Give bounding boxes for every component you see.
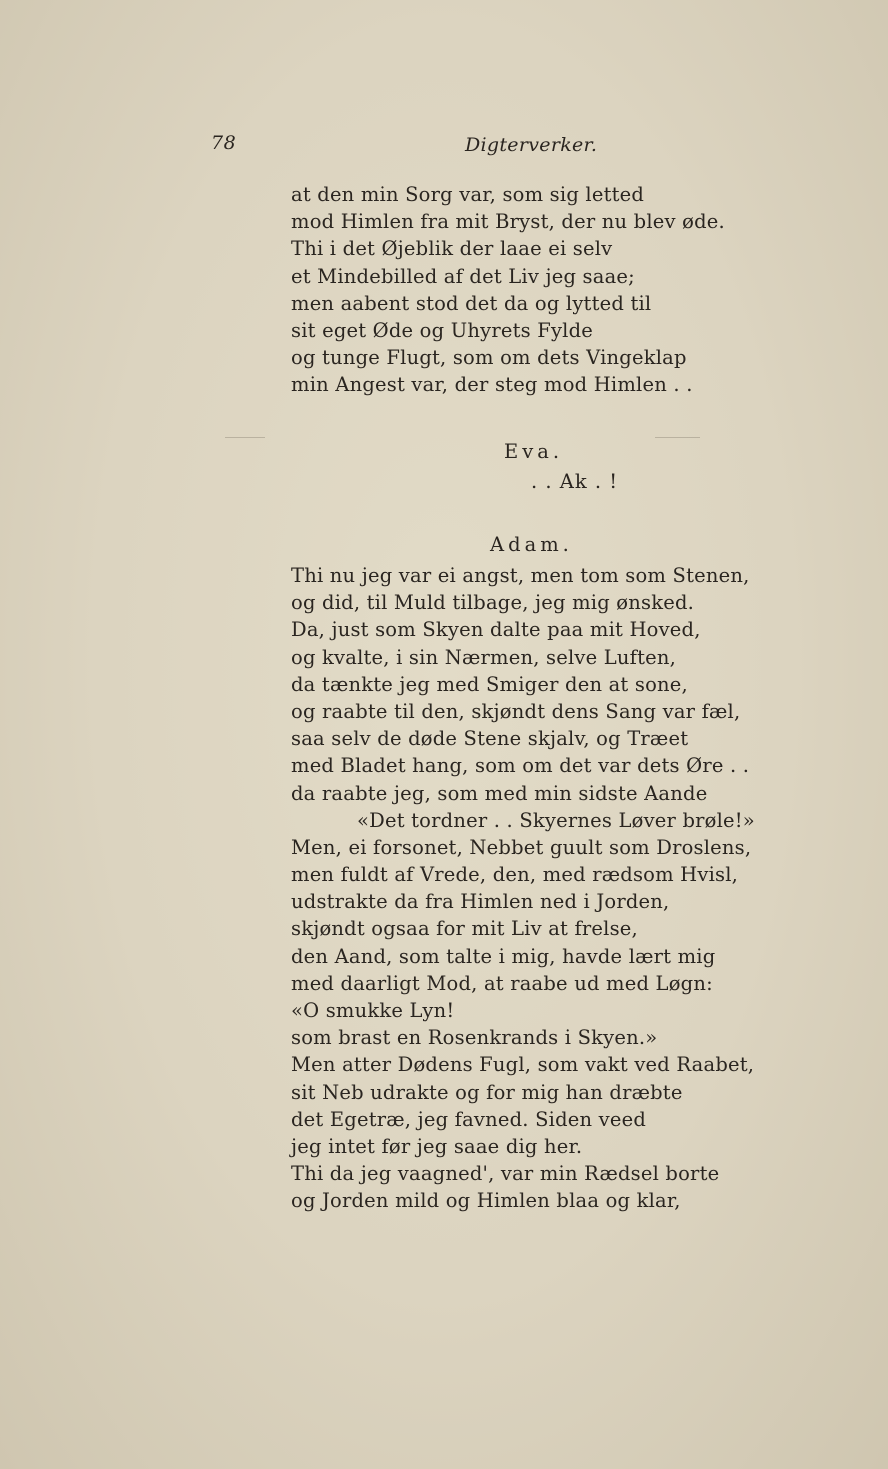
verse-line: da raabte jeg, som med min sidste Aande bbox=[291, 781, 708, 805]
verse-line: et Mindebilled af det Liv jeg saae; bbox=[291, 264, 635, 288]
verse-line: Thi da jeg vaagned', var min Rædsel borte bbox=[291, 1162, 720, 1186]
verse-line: og did, til Muld tilbage, jeg mig ønsked. bbox=[291, 591, 695, 615]
page-header bbox=[0, 132, 888, 162]
verse-line: mod Himlen fra mit Bryst, der nu blev øde. bbox=[291, 210, 725, 234]
verse-line: udstrakte da fra Himlen ned i Jorden, bbox=[291, 890, 670, 914]
verse-line: jeg intet før jeg saae dig her. bbox=[291, 1134, 583, 1158]
verse-line: da tænkte jeg med Smiger den at sone, bbox=[291, 672, 688, 696]
verse-line: Thi nu jeg var ei angst, men tom som Stenen, bbox=[291, 564, 750, 587]
running-title: Digterverker. bbox=[465, 134, 598, 156]
verse-line: skjøndt ogsaa for mit Liv at frelse, bbox=[291, 917, 638, 941]
verse-line: som brast en Rosenkrands i Skyen.» bbox=[291, 1026, 658, 1050]
page-number: 78 bbox=[211, 132, 237, 154]
verse-line: den Aand, som talte i mig, havde lært mig bbox=[291, 944, 716, 968]
verse-line: og Jorden mild og Himlen blaa og klar, bbox=[291, 1189, 681, 1213]
verse-line: med daarligt Mod, at raabe ud med Løgn: bbox=[291, 971, 713, 995]
verse-line: og tunge Flugt, som om dets Vingeklap bbox=[291, 346, 687, 370]
speaker-eva: Eva. bbox=[504, 440, 564, 463]
print-smudge bbox=[225, 437, 265, 438]
verse-line: Men atter Dødens Fugl, som vakt ved Raabet, bbox=[291, 1053, 755, 1077]
eva-line: . . Ak . ! bbox=[531, 470, 619, 493]
verse-line: Da, just som Skyen dalte paa mit Hoved, bbox=[291, 618, 701, 642]
print-smudge bbox=[655, 437, 700, 438]
verse-line: det Egetræ, jeg favned. Siden veed bbox=[291, 1107, 647, 1131]
verse-line: og raabte til den, skjøndt dens Sang var fæl, bbox=[291, 699, 741, 723]
verse-line: Men, ei forsonet, Nebbet guult som Droslens, bbox=[291, 835, 752, 859]
verse-line: «O smukke Lyn! bbox=[291, 999, 455, 1022]
verse-block-1 bbox=[291, 181, 771, 399]
verse-line: saa selv de døde Stene skjalv, og Træet bbox=[291, 727, 689, 751]
verse-line: «Det tordner . . Skyernes Løver brøle!» bbox=[357, 808, 755, 832]
speaker-adam: Adam. bbox=[490, 533, 573, 556]
verse-block-2 bbox=[291, 562, 771, 1215]
verse-line: min Angest var, der steg mod Himlen . . bbox=[291, 373, 693, 397]
verse-line: Thi i det Øjeblik der laae ei selv bbox=[291, 237, 613, 261]
verse-line: og kvalte, i sin Nærmen, selve Luften, bbox=[291, 645, 677, 669]
verse-line: sit eget Øde og Uhyrets Fylde bbox=[291, 318, 594, 342]
verse-line: sit Neb udrakte og for mig han dræbte bbox=[291, 1080, 683, 1104]
verse-line: men aabent stod det da og lytted til bbox=[291, 291, 652, 315]
verse-line: at den min Sorg var, som sig letted bbox=[291, 183, 645, 206]
verse-line: med Bladet hang, som om det var dets Øre . . bbox=[291, 754, 750, 778]
verse-line: men fuldt af Vrede, den, med rædsom Hvisl, bbox=[291, 863, 739, 887]
